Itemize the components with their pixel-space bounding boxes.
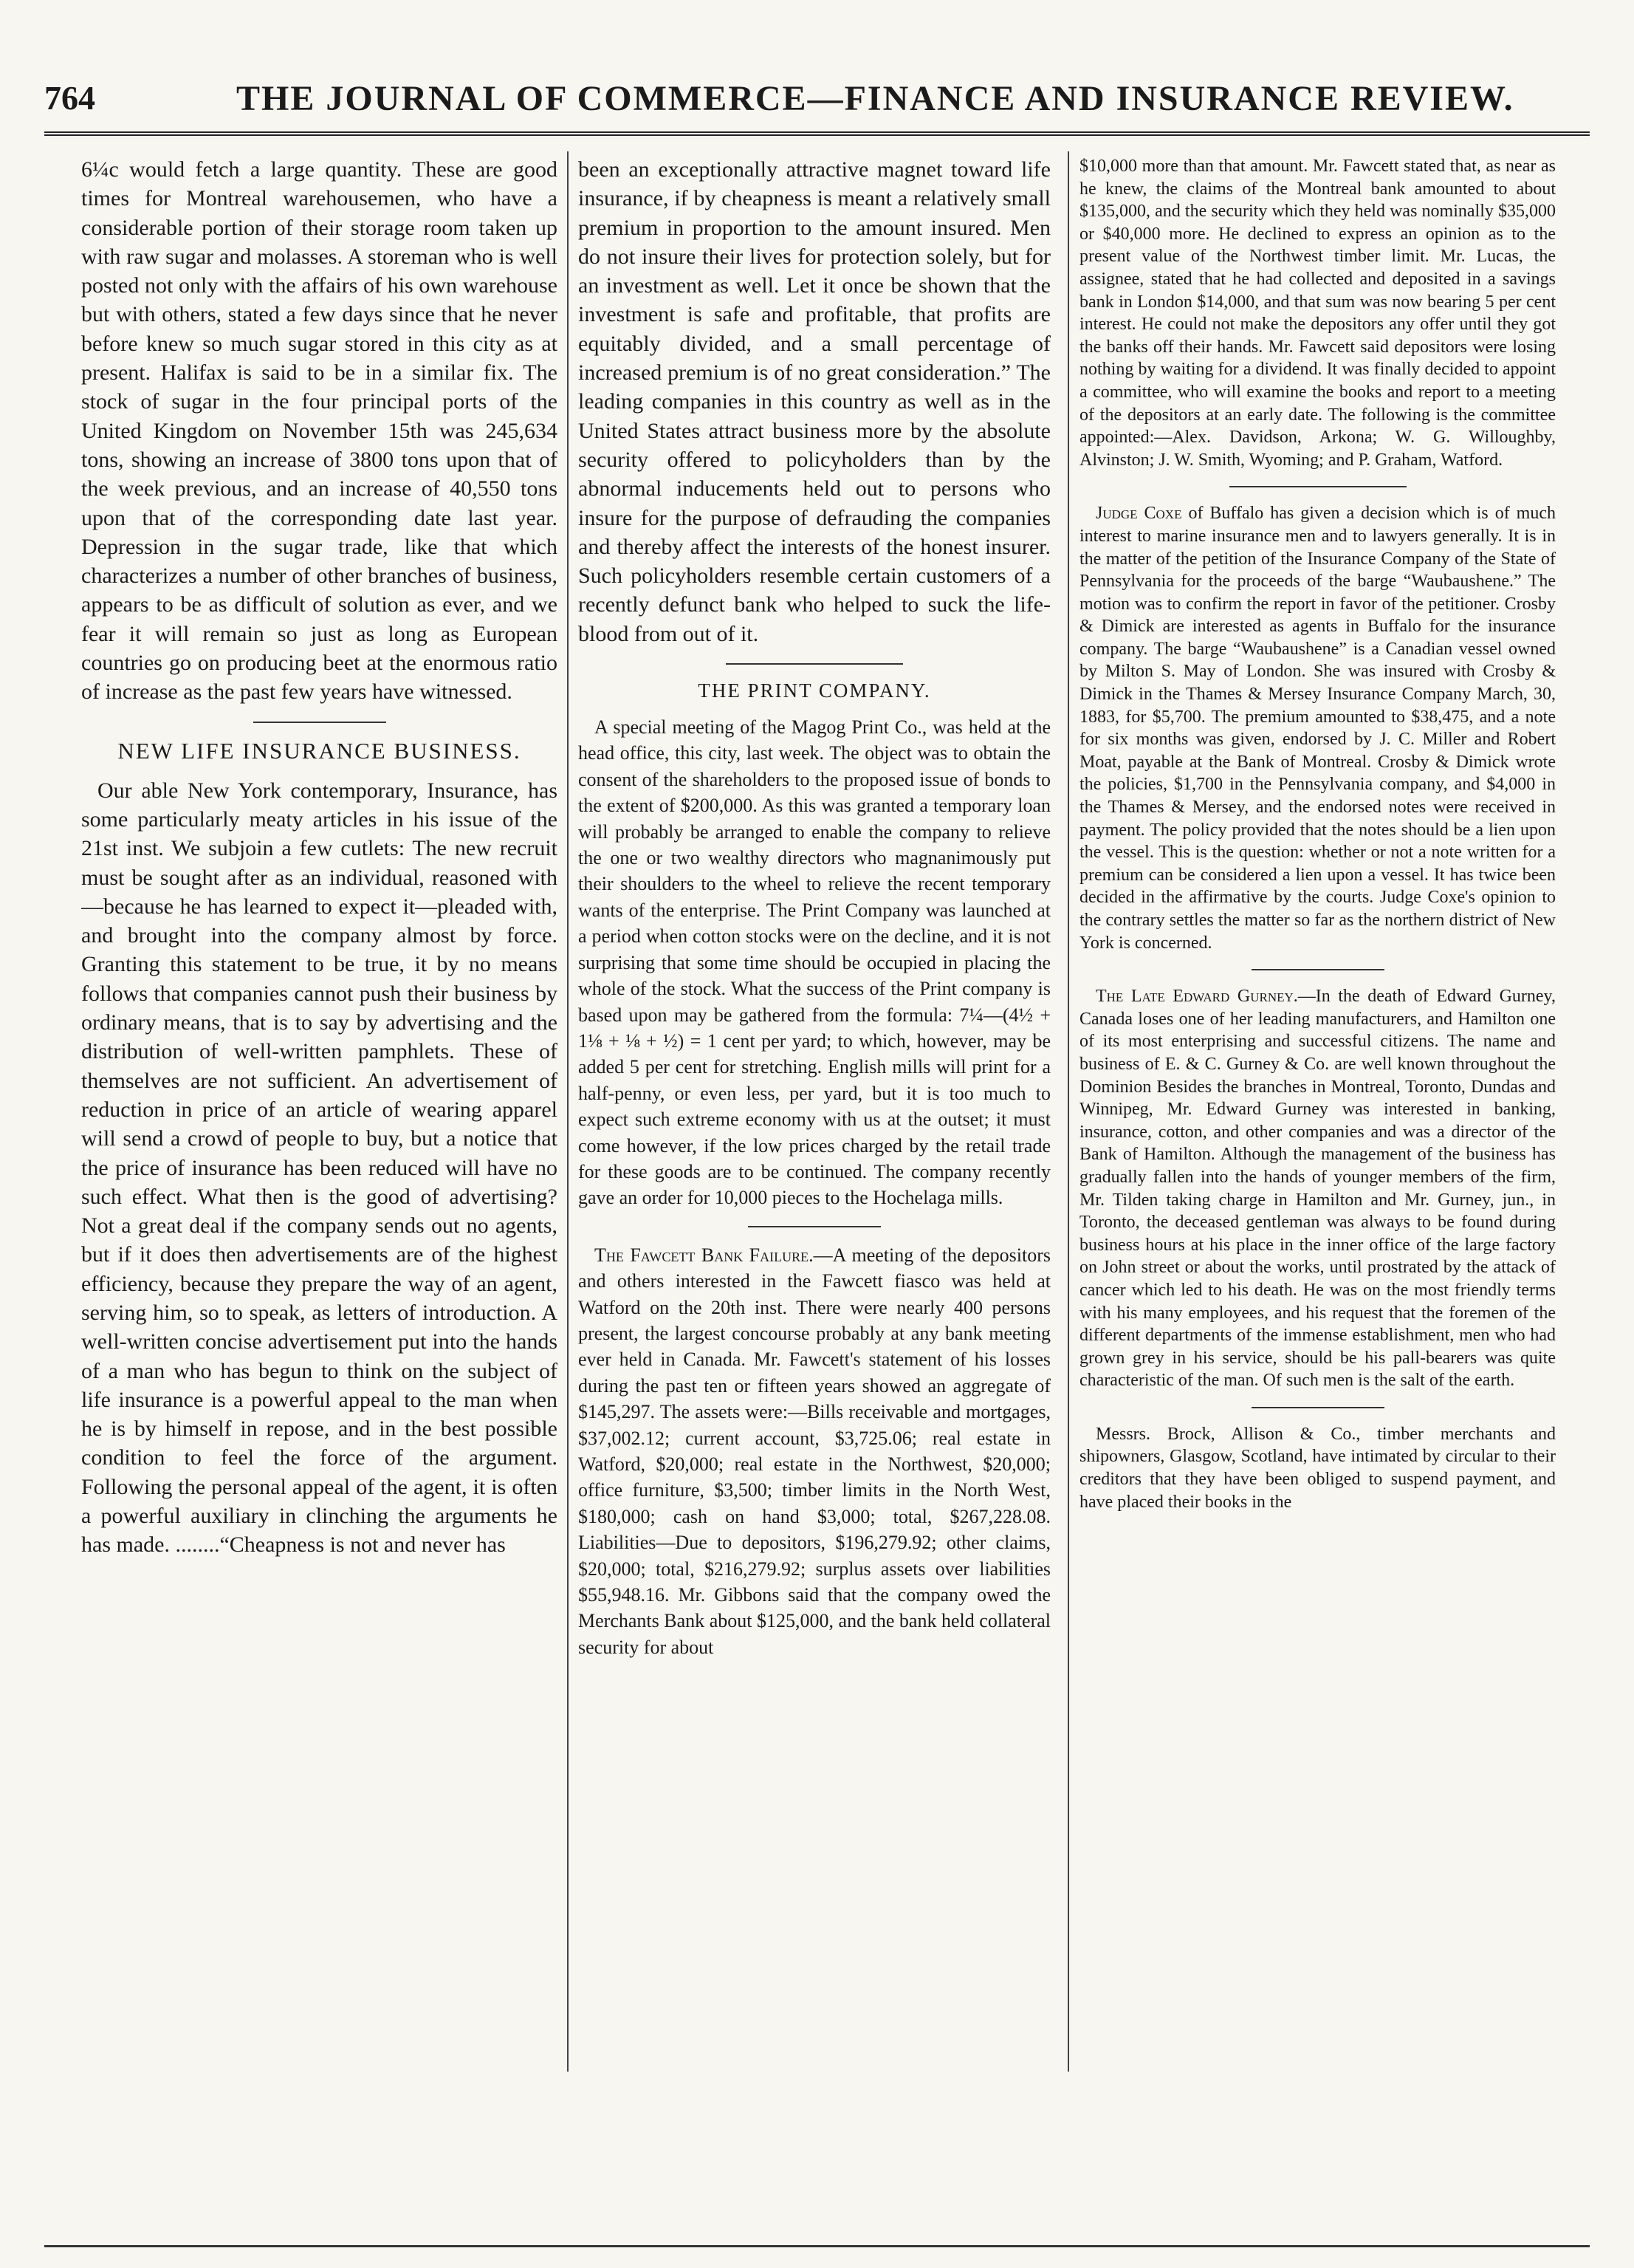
- journal-title: THE JOURNAL OF COMMERCE—FINANCE AND INSURANCE REVIEW.: [236, 79, 1514, 118]
- coxe-article: [1079, 502, 1556, 954]
- fawcett-article: [578, 1242, 1051, 1661]
- column-divider: [1068, 151, 1069, 2072]
- fawcett-lead: The Fawcett Bank Failure.: [594, 1244, 814, 1266]
- column-3: [1079, 155, 1556, 1513]
- coxe-lead: Judge Coxe: [1096, 504, 1182, 524]
- life-insurance-heading: NEW LIFE INSURANCE BUSINESS.: [117, 737, 521, 764]
- print-company-heading: THE PRINT COMPANY.: [698, 679, 931, 702]
- page-header: [44, 78, 1590, 130]
- print-company-text: A special meeting of the Magog Print Co., was held at the head office, this city, last week. The object was to obtain the consent of the shareholders to the proposed issue of bonds to the extent of $200,000. As this was granted a temporary loan will probably be arranged to enable the company to relieve the one or two wealthy directors who magnanimously put their shoulders to the wheel to relieve the recent temporary wants of the enterprise. The Print Company was launched at a period when cotton stocks were on the decline, and it is not surprising that some time should be occupied in placing the whole of the stock. What the success of the Print company is based upon may be gathered from the formula: 7¼—(4½ + 1⅛ + ⅛ + ½) = 1 cent per yard; to which, however, may be added 5 per cent for stretching. English mills will print for a half-penny, or even less, per yard, but it is too much to expect such extreme economy with us at the outset; it must come however, if the low prices charged by the retail trade for these goods are to be continued. The company recently gave an order for 10,000 pieces to the Hochelaga mills.: [578, 716, 1051, 1209]
- fawcett-continued-text: $10,000 more than that amount. Mr. Fawcett stated that, as near as he knew, the claims of the Montreal bank amounted to about $135,000, and the security which they held was nominally $35,000 or $40,000 more. He declined to express an opinion as to the present value of the Northwest timber limit. Mr. Lucas, the assignee, stated that he had collected and deposited in a savings bank in London $14,000, and that sum was now bearing 5 per cent interest. He could not make the depositors any offer until they got the banks off their hands. Mr. Fawcett said depositors were losing nothing by waiting for a dividend. It was finally decided to appoint a committee, who will examine the books and report to a meeting of the depositors at an early date. The following is the committee appointed:—Alex. Davidson, Arkona; W. G. Willoughby, Alvinston; J. W. Smith, Wyoming; and P. Graham, Watford.: [1079, 157, 1556, 470]
- header-rule: [44, 131, 1590, 136]
- footer-rule: [44, 2245, 1590, 2247]
- fawcett-text: —A meeting of the depositors and others interested in the Fawcett fiasco was held at Watford on the 20th inst. There were nearly 400 persons present, the largest concourse probably at any bank meeting ever held in Canada. Mr. Fawcett's statement of his losses during the past ten or fifteen years showed an aggregate of $145,297. The assets were:—Bills receivable and mortgages, $37,002.12; current account, $3,725.06; real estate in Watford, $20,000; real estate in the Northwest, $20,000; office furniture, $3,500; timber limits in the North West, $180,000; cash on hand $3,000; total, $267,228.08. Liabilities—Due to depositors, $196,279.92; other claims, $20,000; total, $216,279.92; surplus assets over liabilities $55,948.16. Mr. Gibbons said that the company owed the Merchants Bank about $125,000, and the bank held collateral security for about: [578, 1244, 1051, 1658]
- sugar-article-text: 6¼c would fetch a large quantity. These are good times for Montreal warehousemen, who have a considerable portion of their storage room taken up with raw sugar and molasses. A storeman who is well posted not only with the affairs of his own warehouse but with others, stated a few days since that he never before knew so much sugar stored in this city as at present. Halifax is said to be in a similar fix. The stock of sugar in the four principal ports of the United Kingdom on November 15th was 245,634 tons, showing an increase of 3800 tons upon that of the week previous, and an increase of 40,550 tons upon that of the corresponding date last year. Depression in the sugar trade, like that which characterizes a number of other branches of business, appears to be as difficult of solution as ever, and we fear it will remain so just as long as European countries go on producing beet at the enormous ratio of increase as the past few years have witnessed.: [81, 157, 557, 705]
- section-separator: [1252, 1407, 1384, 1408]
- section-separator: [748, 1226, 881, 1227]
- section-separator: [1229, 486, 1407, 487]
- coxe-text: of Buffalo has given a decision which is of much interest to marine insurance men and to lawyers generally. It is in the matter of the petition of the Insurance Company of the State of Pennsylvania for the proceeds of the barge “Waubaushene.” The motion was to confirm the report in favor of the petitioner. Crosby & Dimick are interested as agents in Buffalo for the insurance company. The barge “Waubaushene” is a Canadian vessel owned by Milton S. May of London. She was insured with Crosby & Dimick in the Thames & Mersey Insurance Company March, 30, 1883, for $5,700. The premium amounted to $38,475, and a note for six months was given, endorsed by J. C. Miller and Robert Moat, payable at the Bank of Montreal. Crosby & Dimick wrote the policies, $1,700 in the Pennsylvania company, and $4,000 in the Thames & Mersey, and the endorsed notes were received in payment. The policy provided that the notes should be a lien upon the vessel. This is the question: whether or not a note written for a premium can be considered a lien upon a vessel. It has twice been decided in the affirmative by the courts. Judge Coxe's opinion to the contrary settles the matter so far as the northern district of New York is concerned.: [1079, 504, 1556, 953]
- life-insurance-text: Our able New York contemporary, Insurance, has some particularly meaty articles in his issue of the 21st inst. We subjoin a few cutlets: The new recruit must be sought after as an individual, reasoned with—because he has learned to expect it—pleaded with, and brought into the company almost by force. Granting this statement to be true, it by no means follows that companies cannot push their business by ordinary means, that is to say by advertising and the distribution of well-written pamphlets. These of themselves are not sufficient. An advertisement of reduction in price of an article of wearing apparel will send a crowd of people to buy, but a notice that the price of insurance has been reduced will have no such effect. What then is the good of advertising? Not a great deal if the company sends out no agents, but if it does then advertisements are of the highest efficiency, because they prepare the way of an agent, serving him, so to speak, as letters of introduction. A well-written concise advertisement put into the hands of a man who has begun to think on the subject of life insurance is a powerful appeal to the man when he is by himself in repose, and in the best possible condition to feel the force of the argument. Following the personal appeal of the agent, it is often a powerful auxiliary in clinching the arguments he has made. ........“Cheapness is not and never has: [81, 778, 557, 1558]
- column-divider: [567, 151, 569, 2072]
- gurney-article: [1079, 985, 1556, 1392]
- section-separator: [726, 663, 903, 665]
- brock-allison-text: Messrs. Brock, Allison & Co., timber merchants and shipowners, Glasgow, Scotland, have intimated by circular to their creditors that they have been obliged to suspend payment, and have placed their books in the: [1079, 1424, 1556, 1512]
- column-2: [578, 155, 1051, 1660]
- section-separator: [253, 722, 386, 723]
- column-1: [81, 155, 557, 1560]
- section-separator: [1252, 969, 1384, 970]
- page-number: 764: [44, 79, 95, 117]
- gurney-text: —In the death of Edward Gurney, Canada loses one of her leading manufacturers, and Hamilton one of its most enterprising and successful citizens. The name and business of E. & C. Gurney & Co. are well known throughout the Dominion Besides the branches in Montreal, Toronto, Dundas and Winnipeg, Mr. Edward Gurney was interested in banking, insurance, cotton, and other companies and was a director of the Bank of Hamilton. Although the management of the business has gradually fallen into the hands of younger members of the firm, Mr. Tilden taking charge in Hamilton and Mr. Gurney, jun., in Toronto, the deceased gentleman was always to be found during business hours at his place in the inner office of the large factory on John street or about the works, until prostrated by the attack of cancer which led to his death. He was on the most friendly terms with his many employees, and his request that the foremen of the different departments of the immense establishment, men who had grown grey in his service, should be his pall-bearers was quite characteristic of the man. Of such men is the salt of the earth.: [1079, 987, 1556, 1391]
- life-insurance-continued-text: been an exceptionally attractive magnet toward life insurance, if by cheapness is meant a relatively small premium in proportion to the amount insured. Men do not insure their lives for protection solely, but for an investment as well. Let it once be shown that the investment is safe and profitable, that profits are equitably divided, and a small percentage of increased premium is of no great consideration.” The leading companies in this country as well as in the United States attract business more by the absolute security offered to policyholders than by the abnormal inducements held out to persons who insure for the purpose of defrauding the companies and thereby affect the interests of the honest insurer. Such policyholders resemble certain customers of a recently defunct bank who helped to suck the life-blood from out of it.: [578, 157, 1051, 646]
- gurney-lead: The Late Edward Gurney.: [1096, 987, 1298, 1007]
